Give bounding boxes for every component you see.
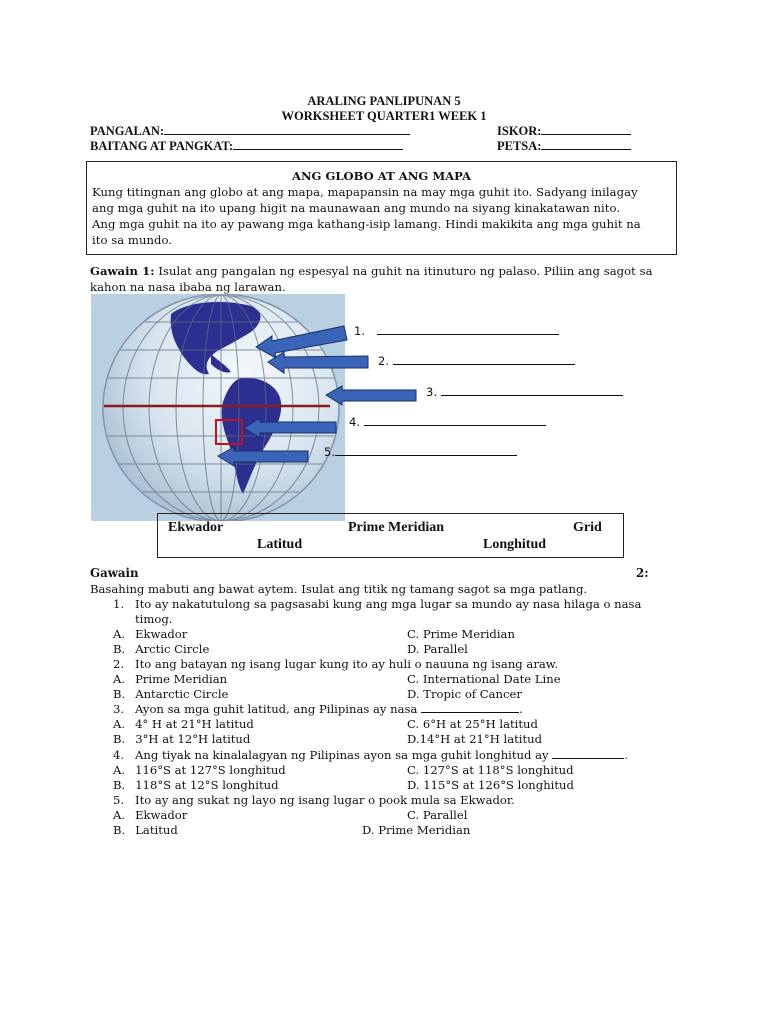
question-2-number: 2. [113,657,125,671]
arrow-5 [218,447,308,466]
question-1-option-d[interactable]: D. Parallel [407,642,468,656]
word-choices-box [157,513,624,558]
answer-4 [349,415,546,429]
arrow-2 [268,352,368,373]
option-b-text: 118°S at 12°S longhitud [135,778,279,792]
answer-2-blank[interactable] [393,355,575,365]
question-5-number: 5. [113,793,125,807]
answer-3 [426,385,623,399]
question-4-line [135,748,628,763]
score-label: ISKOR: [497,124,542,138]
question-1-text-cont: timog. [135,612,173,626]
question-4-option-c[interactable]: C. 127°S at 118°S longhitud [407,763,574,777]
arrow-1 [256,326,347,358]
intro-title: ANG GLOBO AT ANG MAPA [291,169,472,183]
question-4-text: Ang tiyak na kinalalagyan ng Pilipinas ayon sa mga guhit longhitud ay [135,748,549,762]
gawain2-label: Gawain [90,566,139,580]
question-1-option-c[interactable]: C. Prime Meridian [407,627,515,641]
question-3-number: 3. [113,702,125,716]
answer-1-blank[interactable] [377,325,559,335]
option-b-text: Latitud [135,823,178,837]
letter-b: B. [113,687,126,701]
answer-1 [354,324,559,338]
letter-b: B. [113,778,126,792]
question-2-option-c[interactable]: C. International Date Line [407,672,561,686]
choice-latitud: Latitud [257,537,303,552]
question-2-text: Ito ang batayan ng isang lugar kung ito ay huli o nauuna ng isang araw. [135,657,559,671]
answer-1-number: 1. [354,324,365,338]
letter-b: B. [113,732,126,746]
gawain2-instruction: Basahing mabuti ang bawat aytem. Isulat ang titik ng tamang sagot sa mga patlang. [90,582,588,596]
gawain1-label: Gawain 1: [90,264,155,278]
letter-a: A. [113,763,126,777]
option-a-text: Prime Meridian [135,672,228,686]
question-4-period: . [624,748,628,762]
answer-5-blank[interactable] [335,446,517,456]
answer-5 [324,445,517,459]
option-a-text: 4° H at 21°H latitud [135,717,254,731]
choice-prime-meridian: Prime Meridian [348,520,445,535]
worksheet-subtitle: WORKSHEET QUARTER1 WEEK 1 [281,109,487,123]
question-2-option-d[interactable]: D. Tropic of Cancer [407,687,522,701]
answer-5-number: 5. [324,445,335,459]
question-3-text: Ayon sa mga guhit latitud, ang Pilipinas ay nasa [135,702,418,716]
question-5-option-d[interactable]: D. Prime Meridian [362,823,471,837]
question-4-blank[interactable] [552,749,624,759]
worksheet-title: ARALING PANLIPUNAN 5 [307,94,461,108]
letter-a: A. [113,672,126,686]
arrow-4 [244,418,336,438]
name-label: PANGALAN: [90,124,165,138]
question-1-text: Ito ay nakatutulong sa pagsasabi kung ang mga lugar sa mundo ay nasa hilaga o nasa [135,597,642,611]
intro-line: Ang mga guhit na ito ay pawang mga kathang-isip lamang. Hindi makikita ang mga guhit na [92,217,641,231]
letter-a: A. [113,627,126,641]
intro-line: ito sa mundo. [92,233,173,247]
question-5-option-c[interactable]: C. Parallel [407,808,468,822]
option-a-text: 116°S at 127°S longhitud [135,763,286,777]
question-3-option-c[interactable]: C. 6°H at 25°H latitud [407,717,538,731]
date-label: PETSA: [497,139,542,153]
choice-ekwador: Ekwador [168,520,224,535]
question-3-blank[interactable] [421,703,519,713]
question-5-option-b[interactable] [113,823,178,838]
choice-grid: Grid [573,520,602,535]
question-1-option-a[interactable] [113,627,187,642]
option-a-text: Ekwador [135,627,188,641]
letter-b: B. [113,823,126,837]
letter-b: B. [113,642,126,656]
option-b-text: Arctic Circle [135,642,210,656]
intro-line: ang mga guhit na ito upang higit na maunawaan ang mundo na siyang kinakatawan nito. [92,201,621,215]
question-1-number: 1. [113,597,125,611]
gawain1-text-2: kahon na nasa ibaba ng larawan. [90,280,286,294]
question-4-option-b[interactable] [113,778,279,793]
question-3-option-b[interactable] [113,732,250,747]
question-3-line [135,702,523,717]
question-2-option-b[interactable] [113,687,228,702]
question-4-option-d[interactable]: D. 115°S at 126°S longhitud [407,778,574,792]
choice-longhitud: Longhitud [483,537,547,552]
answer-3-blank[interactable] [441,386,623,396]
question-4-option-a[interactable] [113,763,286,778]
question-5-option-a[interactable] [113,808,187,823]
question-2-option-a[interactable] [113,672,227,687]
question-3-option-d[interactable]: D.14°H at 21°H latitud [407,732,543,746]
gawain2-label-number: 2: [636,566,649,580]
arrow-3 [326,386,416,405]
gawain1-text: Isulat ang pangalan ng espesyal na guhit na itinuturo ng palaso. Piliin ang sagot sa [154,264,653,278]
answer-2-number: 2. [378,354,389,368]
question-1-option-b[interactable] [113,642,209,657]
option-b-text: 3°H at 12°H latitud [135,732,251,746]
letter-a: A. [113,808,126,822]
answer-4-blank[interactable] [364,416,546,426]
question-4-number: 4. [113,748,125,762]
option-b-text: Antarctic Circle [135,687,229,701]
answer-4-number: 4. [349,415,360,429]
marker-square [216,420,242,444]
answer-2 [378,354,575,368]
question-3-period: . [519,702,523,716]
letter-a: A. [113,717,126,731]
grade-section-label: BAITANG AT PANGKAT: [90,139,234,153]
question-5-text: Ito ay ang sukat ng layo ng isang lugar o pook mula sa Ekwador. [135,793,515,807]
question-3-option-a[interactable] [113,717,254,732]
answer-3-number: 3. [426,385,437,399]
option-a-text: Ekwador [135,808,188,822]
intro-line: Kung titingnan ang globo at ang mapa, mapapansin na may mga guhit ito. Sadyang inilagay [92,185,638,199]
